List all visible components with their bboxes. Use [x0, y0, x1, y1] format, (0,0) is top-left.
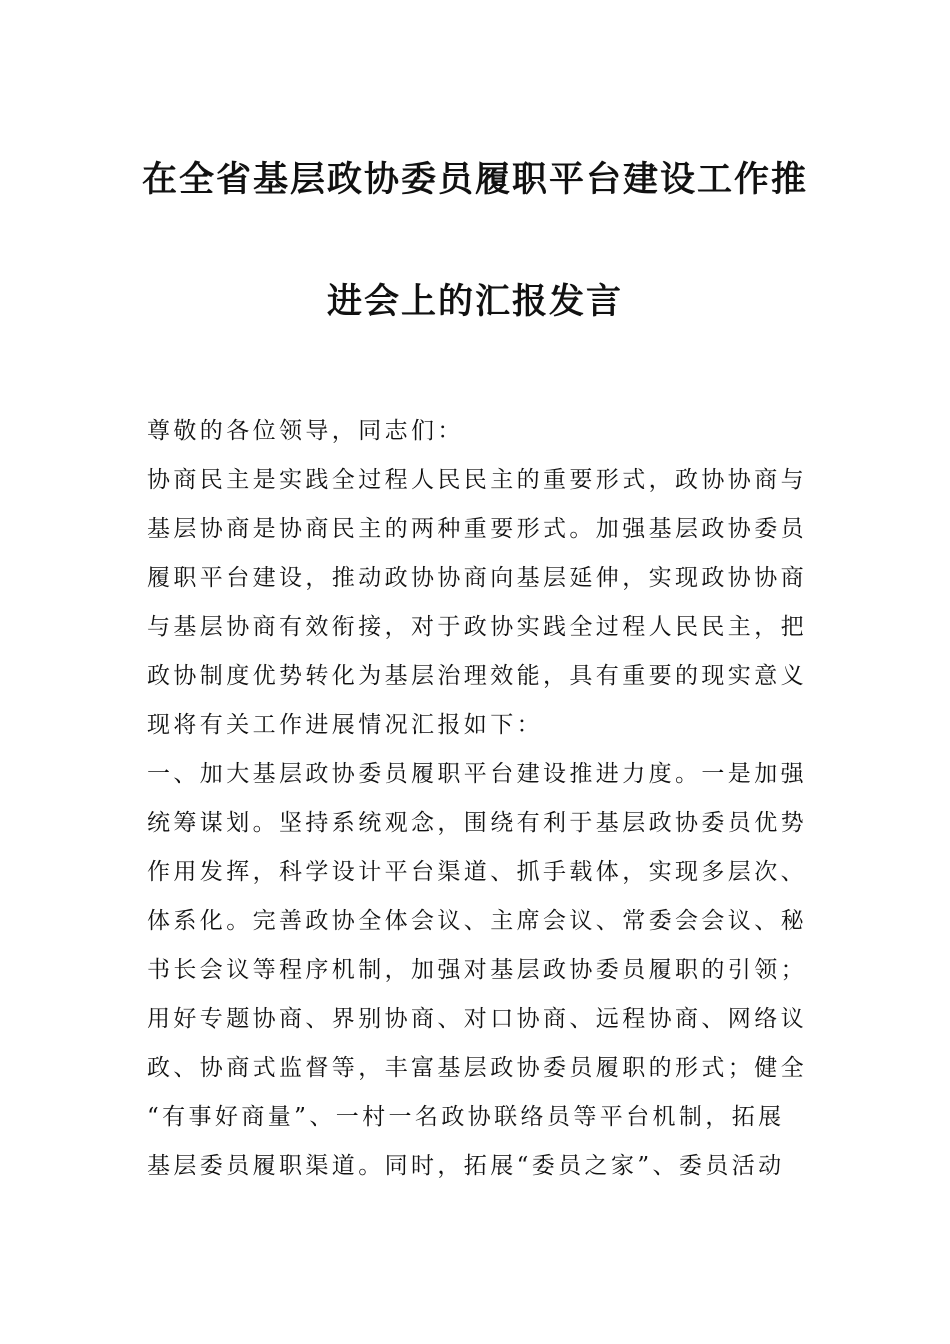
- paragraph-line: 基层委员履职渠道。同时，拓展“委员之家”、委员活动: [147, 1153, 785, 1179]
- paragraph-line: 政、协商式监督等，丰富基层政协委员履职的形式；健全: [147, 1055, 807, 1081]
- paragraph-line: 履职平台建设，推动政协协商向基层延伸，实现政协协商: [147, 565, 807, 591]
- document-title-line-2: 进会上的汇报发言: [326, 281, 623, 322]
- paragraph-line: 现将有关工作进展情况汇报如下：: [147, 712, 543, 738]
- paragraph-line: 书长会议等程序机制，加强对基层政协委员履职的引领；: [147, 957, 807, 983]
- paragraph-line: “有事好商量”、一村一名政协联络员等平台机制，拓展: [147, 1104, 785, 1130]
- document-title-line-1: 在全省基层政协委员履职平台建设工作推: [141, 159, 808, 200]
- paragraph-line: 协商民主是实践全过程人民民主的重要形式，政协协商与: [147, 467, 807, 493]
- paragraph-line: 与基层协商有效衔接，对于政协实践全过程人民民主，把: [147, 614, 807, 640]
- paragraph-line: 统筹谋划。坚持系统观念，围绕有利于基层政协委员优势: [147, 810, 807, 836]
- paragraph-line: 体系化。完善政协全体会议、主席会议、常委会会议、秘: [147, 908, 807, 934]
- section-heading-line: 一、加大基层政协委员履职平台建设推进力度。一是加强: [147, 761, 807, 787]
- paragraph-line: 基层协商是协商民主的两种重要形式。加强基层政协委员: [147, 516, 807, 542]
- paragraph-line: 用好专题协商、界别协商、对口协商、远程协商、网络议: [147, 1006, 807, 1032]
- salutation: 尊敬的各位领导，同志们：: [147, 418, 464, 444]
- paragraph-line: 政协制度优势转化为基层治理效能，具有重要的现实意义: [147, 663, 807, 689]
- paragraph-line: 作用发挥，科学设计平台渠道、抓手载体，实现多层次、: [147, 859, 807, 885]
